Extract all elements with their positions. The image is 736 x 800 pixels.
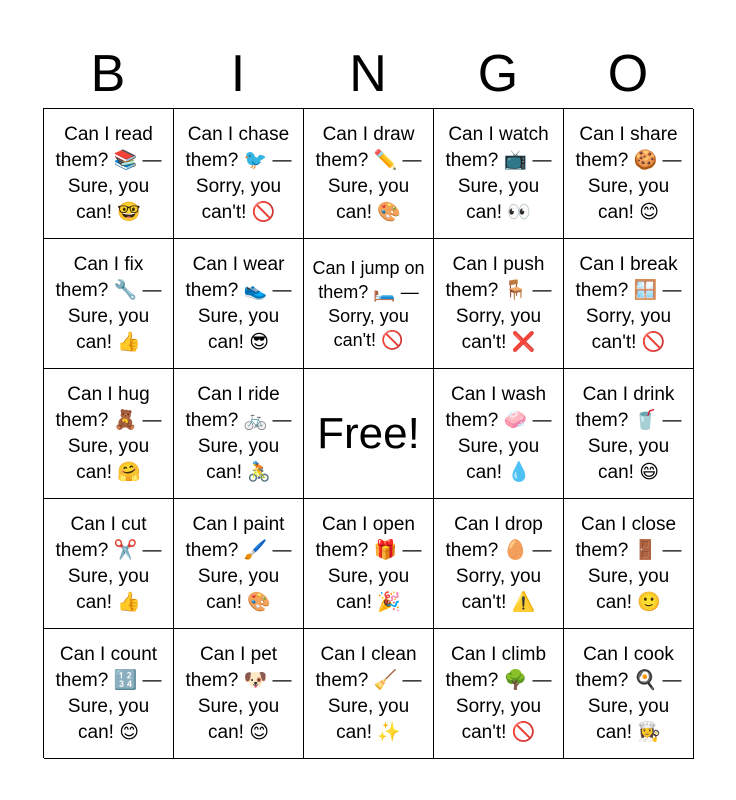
- bingo-cell[interactable]: [174, 239, 304, 369]
- cell-text: Can I wash them? 🧼 — Sure, you can! 💧: [445, 383, 552, 483]
- header-letter-o: O: [607, 45, 649, 103]
- cell-text: Can I read them? 📚 — Sure, you can! 🤓: [55, 123, 162, 223]
- free-space-text: Free!: [317, 408, 420, 458]
- bingo-cell[interactable]: [434, 239, 564, 369]
- header-letter-n: N: [349, 45, 387, 103]
- bingo-cell[interactable]: [44, 499, 174, 629]
- cell-text: Can I cut them? ✂️ — Sure, you can! 👍: [55, 513, 162, 613]
- bingo-cell[interactable]: [44, 239, 174, 369]
- cell-text: Can I wear them? 👟 — Sure, you can! 😎: [185, 253, 292, 353]
- bingo-cell[interactable]: [44, 369, 174, 499]
- bingo-cell[interactable]: [434, 369, 564, 499]
- cell-text: Can I clean them? 🧹 — Sure, you can! ✨: [315, 643, 422, 743]
- cell-text: Can I chase them? 🐦 — Sorry, you can't! 🚫: [185, 123, 292, 223]
- bingo-cell[interactable]: [564, 369, 694, 499]
- bingo-cell[interactable]: [174, 109, 304, 239]
- cell-text: Can I paint them? 🖌️ — Sure, you can! 🎨: [185, 513, 292, 613]
- bingo-cell[interactable]: [564, 109, 694, 239]
- bingo-cell[interactable]: [304, 499, 434, 629]
- bingo-header: [43, 40, 693, 108]
- cell-text: Can I drink them? 🥤 — Sure, you can! 😄: [575, 383, 682, 483]
- cell-text: Can I count them? 🔢 — Sure, you can! 😊: [55, 643, 162, 743]
- cell-text: Can I drop them? 🥚 — Sorry, you can't! ⚠️: [445, 513, 552, 613]
- bingo-cell[interactable]: [174, 629, 304, 759]
- bingo-cell[interactable]: [174, 499, 304, 629]
- bingo-cell[interactable]: [304, 109, 434, 239]
- bingo-cell[interactable]: [434, 629, 564, 759]
- cell-text: Can I jump on them? 🛏️ — Sorry, you can't! 🚫: [312, 257, 425, 350]
- bingo-cell[interactable]: [44, 629, 174, 759]
- free-space-cell[interactable]: [304, 369, 434, 499]
- bingo-cell[interactable]: [564, 239, 694, 369]
- bingo-cell[interactable]: [174, 369, 304, 499]
- cell-text: Can I break them? 🪟 — Sorry, you can't! 🚫: [575, 253, 682, 353]
- cell-text: Can I pet them? 🐶 — Sure, you can! 😊: [185, 643, 292, 743]
- bingo-board: [43, 108, 693, 758]
- cell-text: Can I draw them? ✏️ — Sure, you can! 🎨: [315, 123, 422, 223]
- bingo-cell[interactable]: [304, 629, 434, 759]
- bingo-cell[interactable]: [564, 629, 694, 759]
- cell-text: Can I close them? 🚪 — Sure, you can! 🙂: [575, 513, 682, 613]
- bingo-cell[interactable]: [434, 499, 564, 629]
- cell-text: Can I fix them? 🔧 — Sure, you can! 👍: [55, 253, 162, 353]
- cell-text: Can I push them? 🪑 — Sorry, you can't! ❌: [445, 253, 552, 353]
- cell-text: Can I cook them? 🍳 — Sure, you can! 👩‍🍳: [575, 643, 682, 743]
- header-letter-g: G: [477, 45, 519, 103]
- bingo-cell[interactable]: [564, 499, 694, 629]
- cell-text: Can I watch them? 📺 — Sure, you can! 👀: [445, 123, 552, 223]
- cell-text: Can I ride them? 🚲 — Sure, you can! 🚴: [185, 383, 292, 483]
- header-letter-i: I: [230, 45, 246, 103]
- cell-text: Can I open them? 🎁 — Sure, you can! 🎉: [315, 513, 422, 613]
- cell-text: Can I share them? 🍪 — Sure, you can! 😊: [575, 123, 682, 223]
- header-letter-b: B: [90, 45, 126, 103]
- cell-text: Can I climb them? 🌳 — Sorry, you can't! 🚫: [445, 643, 552, 743]
- bingo-cell[interactable]: [434, 109, 564, 239]
- cell-text: Can I hug them? 🧸 — Sure, you can! 🤗: [55, 383, 162, 483]
- bingo-cell[interactable]: [304, 239, 434, 369]
- bingo-cell[interactable]: [44, 109, 174, 239]
